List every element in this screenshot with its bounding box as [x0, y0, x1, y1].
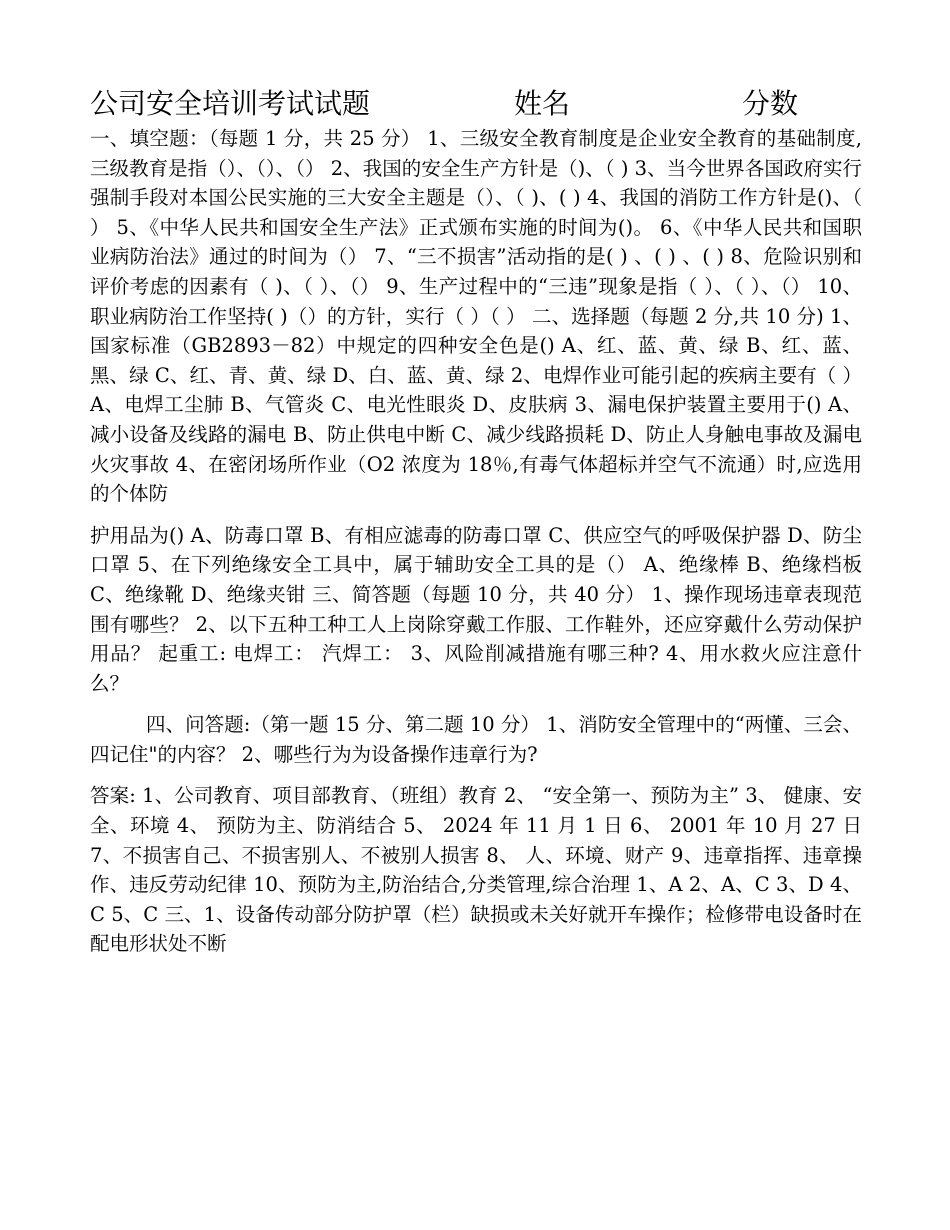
document-page: [90, 84, 862, 959]
choice-and-short-answer-section: 护用品为() A、防毒口罩 B、有相应滤毒的防毒口罩 C、供应空气的呼吸保护器 D、防尘口罩 5、在下列绝缘安全工具中，属于辅助安全工具的是（） A、绝缘棒 B、绝缘档板 C、绝缘靴 D、绝缘夹钳 三、简答题（每题 10 分，共 40 分） 1、操作现场违章表现范围有哪些？ 2、以下五种工种工人上岗除穿戴工作服、工作鞋外，还应穿戴什么劳动保护用品？ 起重工: 电焊工： 汽焊工： 3、风险削减措施有哪三种? 4、用水救火应注意什么？: [90, 523, 862, 695]
essay-question-section: 四、问答题:（第一题 15 分、第二题 10 分） 1、消防安全管理中的“两懂、三会、四记住"的内容？ 2、哪些行为为设备操作违章行为?: [90, 713, 862, 766]
answer-key-section: 答案: 1、公司教育、项目部教育、（班组）教育 2、 “安全第一、预防为主” 3、 健康、安全、环境 4、 预防为主、防消结合 5、 2024 年 11 月 1 日 6、 2001 年 10 月 27 日 7、不损害自己、不损害别人、不被别人损害 8、 人、环境、财产 9、违章指挥、违章操作、违反劳动纪律 10、预防为主,防治结合,分类管理,综合治理 1、A 2、A、C 3、D 4、C 5、C 三、1、设备传动部分防护罩（栏）缺损或未关好就开车操作；检修带电设备时在配电形状处不断: [90, 784, 862, 956]
score-label: 分数: [742, 87, 799, 120]
name-label: 姓名: [514, 87, 571, 120]
exam-title: 公司安全培训考试试题: [90, 87, 371, 120]
fill-in-and-choice-section: 一、填空题：（每题 1 分，共 25 分） 1、三级安全教育制度是企业安全教育的基础制度,三级教育是指（）、（）、（） 2、我国的安全生产方针是（)、（ ) 3、当今世界各国政府实行强制手段对本国公民实施的三大安全主题是（）、（ )、( ) 4、我国的消防工作方针是()、（ ） 5、《中华人民共和国安全生产法》正式颁布实施的时间为()。 6、《中华人民共和国职业病防治法》通过的时间为（） 7、“三不损害”活动指的是( ) 、( ) 、( ) 8、危险识别和评价考虑的因素有（ )、（ ）、（） 9、生产过程中的“三违”现象是指（ ）、（ ）、（） 10、职业病防治工作坚持( )（）的方针，实行（ ）（ ） 二、选择题（每题 2 分,共 10 分) 1、国家标准（GB2893－82）中规定的四种安全色是() A、红、蓝、黄、绿 B、红、蓝、黑、绿 C、红、青、黄、绿 D、白、蓝、黄、绿 2、电焊作业可能引起的疾病主要有（ ） A、电焊工尘肺 B、气管炎 C、电光性眼炎 D、皮肤病 3、漏电保护装置主要用于() A、减小设备及线路的漏电 B、防止供电中断 C、减少线路损耗 D、防止人身触电事故及漏电火灾事故 4、在密闭场所作业（O2 浓度为 18％,有毒气体超标并空气不流通）时,应选用的个体防: [90, 127, 862, 506]
exam-header: [90, 84, 862, 124]
